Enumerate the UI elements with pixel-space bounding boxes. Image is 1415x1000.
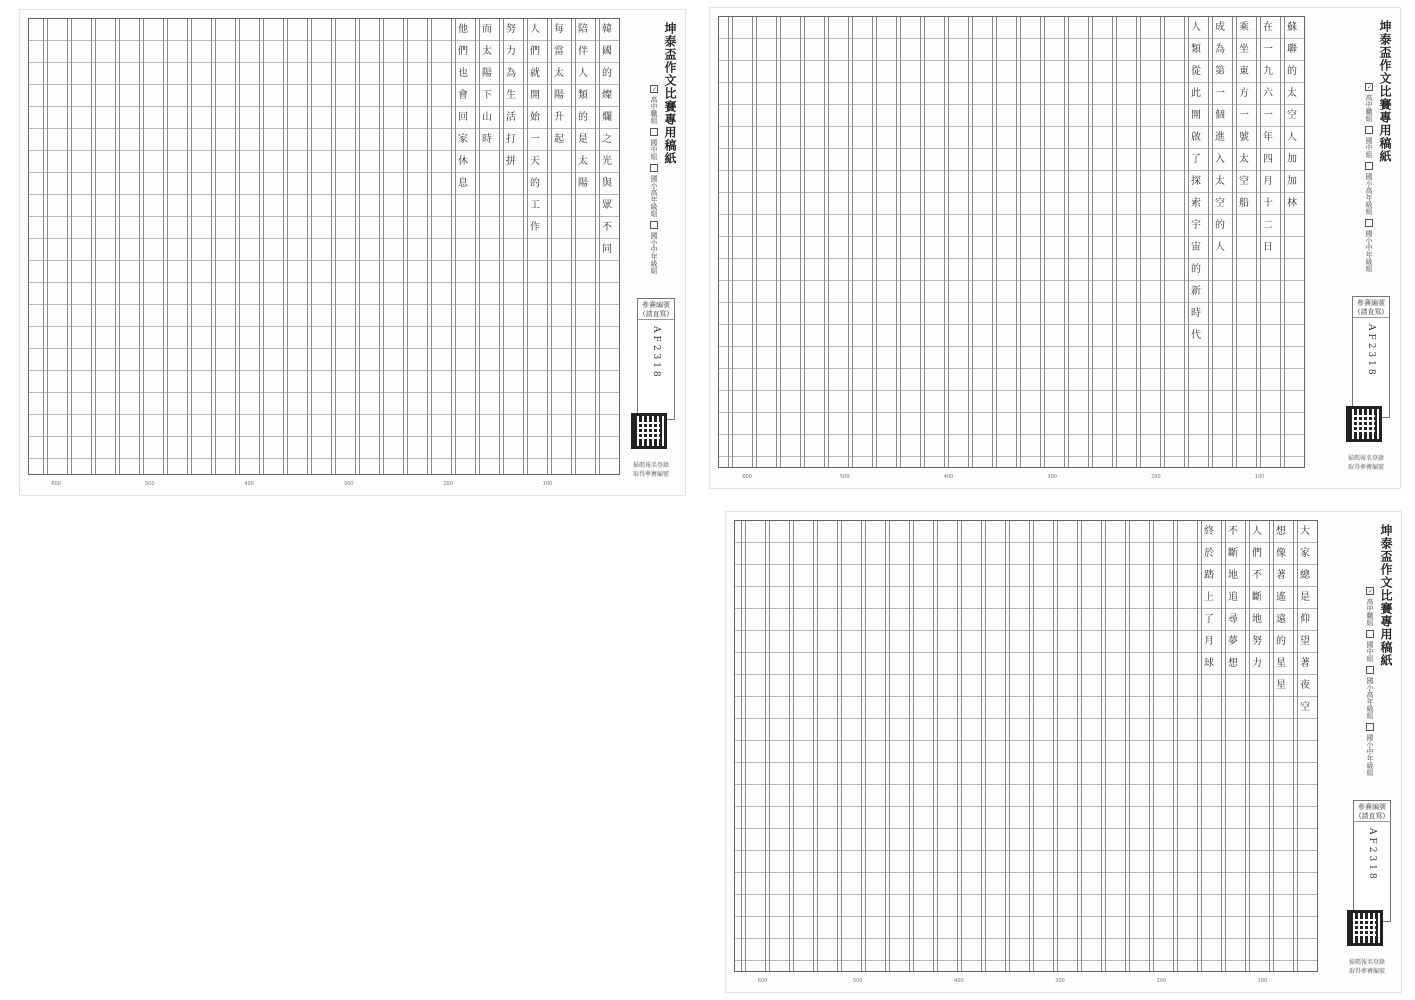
handwritten-char: 夜 <box>1300 680 1310 691</box>
contest-title: 坤泰盃作文比賽專用稿紙 <box>1379 524 1393 667</box>
handwritten-char: 星 <box>1276 680 1286 691</box>
handwritten-char: 伴 <box>578 46 588 57</box>
handwritten-char: 韓 <box>602 24 612 35</box>
handwritten-char: 力 <box>1252 658 1262 669</box>
group-option[interactable]: 國小高年級組 <box>1364 162 1374 215</box>
handwritten-char: 們 <box>530 46 540 57</box>
handwritten-char: 升 <box>554 112 564 123</box>
column-text <box>1295 521 1315 719</box>
handwritten-char: 山 <box>482 112 492 123</box>
checkbox-icon[interactable] <box>1366 723 1374 731</box>
checkbox-icon[interactable] <box>650 221 658 229</box>
text-column <box>573 19 593 195</box>
handwritten-char: 成 <box>1215 22 1225 33</box>
column-text <box>501 19 521 173</box>
writing-grid <box>718 16 1305 468</box>
handwritten-char: 太 <box>578 156 588 167</box>
handwritten-char: 開 <box>1191 110 1201 121</box>
handwritten-char: 人 <box>578 68 588 79</box>
handwritten-char: 回 <box>458 112 468 123</box>
handwritten-char: 起 <box>554 134 564 145</box>
group-list <box>1364 22 1374 272</box>
handwritten-char: 一 <box>1263 110 1273 121</box>
handwritten-char: 的 <box>1287 66 1297 77</box>
handwritten-char: 東 <box>1239 66 1249 77</box>
handwritten-char: 為 <box>1215 44 1225 55</box>
handwritten-char: 二 <box>1263 220 1273 231</box>
handwritten-char: 拼 <box>506 156 516 167</box>
column-text <box>525 19 545 239</box>
group-option[interactable]: 國中組 <box>649 128 659 160</box>
handwritten-char: 坐 <box>1239 44 1249 55</box>
handwritten-char: 空 <box>1215 198 1225 209</box>
handwritten-char: 方 <box>1239 88 1249 99</box>
handwritten-char: 六 <box>1263 88 1273 99</box>
handwritten-char: 人 <box>530 24 540 35</box>
handwritten-char: 想 <box>1276 526 1286 537</box>
handwritten-char: 第 <box>1215 66 1225 77</box>
handwritten-char: 努 <box>506 24 516 35</box>
handwritten-char: 為 <box>506 68 516 79</box>
qr-caption: 掃碼報名登錄 取得參賽編號 <box>1348 959 1385 975</box>
handwritten-char: 時 <box>1191 308 1201 319</box>
handwritten-char: 也 <box>458 68 468 79</box>
checkbox-checked-icon[interactable]: ✓ <box>1366 84 1373 91</box>
text-column <box>597 19 617 261</box>
column-text <box>1223 521 1243 675</box>
handwritten-char: 與 <box>602 178 612 189</box>
handwritten-char: 宇 <box>1191 220 1201 231</box>
text-column <box>1282 17 1302 215</box>
checkbox-icon[interactable] <box>1365 162 1373 170</box>
handwritten-char: 時 <box>482 134 492 145</box>
entry-number: AF2318 <box>1366 324 1376 378</box>
qr-code-icon[interactable] <box>631 413 667 449</box>
handwritten-char: 不 <box>602 222 612 233</box>
writing-grid <box>28 18 620 475</box>
handwritten-char: 像 <box>1276 548 1286 559</box>
handwritten-char: 而 <box>482 24 492 35</box>
entry-label: 參賽編號 (請直寫) <box>1353 297 1389 318</box>
handwritten-char: 宙 <box>1191 242 1201 253</box>
handwritten-char: 著 <box>1300 658 1310 669</box>
handwritten-char: 陽 <box>578 178 588 189</box>
handwritten-char: 當 <box>554 46 564 57</box>
handwritten-char: 加 <box>1287 154 1297 165</box>
manuscript-sheet-3 <box>726 512 1401 992</box>
handwritten-char: 總 <box>1300 570 1310 581</box>
column-scale: 600 500 400 300 200 100 <box>757 978 1268 984</box>
column-text <box>597 19 617 261</box>
handwritten-char: 遙 <box>1276 592 1286 603</box>
handwritten-char: 會 <box>458 90 468 101</box>
handwritten-char: 斷 <box>1252 592 1262 603</box>
group-option[interactable]: 國中組 <box>1364 126 1374 158</box>
handwritten-char: 力 <box>506 46 516 57</box>
checkbox-icon[interactable] <box>650 164 658 172</box>
group-option[interactable]: 國小中年級組 <box>1365 723 1375 776</box>
entry-label: 參賽編號 (請直寫) <box>1354 801 1390 822</box>
text-column <box>501 19 521 173</box>
checkbox-checked-icon[interactable]: ✓ <box>1367 588 1374 595</box>
text-column <box>1247 521 1267 675</box>
handwritten-char: 探 <box>1191 176 1201 187</box>
group-option[interactable]: 國小高年級組 <box>649 164 659 217</box>
handwritten-char: 於 <box>1204 548 1214 559</box>
text-column <box>1258 17 1278 259</box>
handwritten-char: 一 <box>1239 110 1249 121</box>
group-option[interactable]: ✓ 高中職組 <box>1366 588 1374 626</box>
handwritten-char: 陽 <box>482 68 492 79</box>
group-option[interactable]: 國小中年級組 <box>649 221 659 274</box>
handwritten-char: 人 <box>1252 526 1262 537</box>
group-list <box>649 24 659 274</box>
checkbox-icon[interactable] <box>1366 666 1374 674</box>
handwritten-char: 遠 <box>1276 614 1286 625</box>
contest-title: 坤泰盃作文比賽專用稿紙 <box>663 22 677 165</box>
handwritten-char: 是 <box>578 134 588 145</box>
handwritten-char: 月 <box>1204 636 1214 647</box>
handwritten-char: 新 <box>1191 286 1201 297</box>
handwritten-char: 活 <box>506 112 516 123</box>
handwritten-char: 日 <box>1263 242 1273 253</box>
handwritten-char: 終 <box>1204 526 1214 537</box>
handwritten-char: 類 <box>1191 44 1201 55</box>
column-scale: 600 500 400 300 200 100 <box>51 481 553 487</box>
checkbox-icon[interactable] <box>1365 126 1373 134</box>
handwritten-char: 陽 <box>554 90 564 101</box>
text-column <box>525 19 545 239</box>
handwritten-char: 大 <box>1300 526 1310 537</box>
handwritten-char: 追 <box>1228 592 1238 603</box>
handwritten-char: 地 <box>1228 570 1238 581</box>
handwritten-char: 上 <box>1204 592 1214 603</box>
checkbox-icon[interactable] <box>1366 630 1374 638</box>
handwritten-char: 努 <box>1252 636 1262 647</box>
handwritten-char: 作 <box>530 222 540 233</box>
entry-number-box <box>1353 800 1391 922</box>
handwritten-char: 不 <box>1252 570 1262 581</box>
handwritten-char: 人 <box>1215 242 1225 253</box>
handwritten-char: 年 <box>1263 132 1273 143</box>
column-text <box>453 19 473 195</box>
form-sidebar <box>1339 520 1397 982</box>
handwritten-char: 空 <box>1239 176 1249 187</box>
handwritten-char: 的 <box>602 68 612 79</box>
handwritten-char: 太 <box>554 68 564 79</box>
handwritten-char: 一 <box>1263 44 1273 55</box>
entry-number: AF2318 <box>651 326 661 380</box>
handwritten-char: 了 <box>1204 614 1214 625</box>
handwritten-char: 就 <box>530 68 540 79</box>
qr-caption: 掃碼報名登錄 取得參賽編號 <box>632 462 669 478</box>
column-scale: 600 500 400 300 200 100 <box>742 474 1265 480</box>
handwritten-char: 家 <box>458 134 468 145</box>
column-text <box>1210 17 1230 259</box>
handwritten-char: 船 <box>1239 198 1249 209</box>
handwritten-char: 生 <box>506 90 516 101</box>
column-text <box>1199 521 1219 675</box>
column-text <box>1258 17 1278 259</box>
group-option[interactable]: ✓ 高中職組 <box>1365 84 1373 122</box>
handwritten-char: 四 <box>1263 154 1273 165</box>
group-option[interactable]: 國中組 <box>1365 630 1375 662</box>
handwritten-char: 休 <box>458 156 468 167</box>
column-text <box>1271 521 1291 697</box>
handwritten-char: 太 <box>1215 176 1225 187</box>
handwritten-char: 工 <box>530 200 540 211</box>
handwritten-char: 是 <box>1300 592 1310 603</box>
entry-number-box <box>637 298 675 420</box>
handwritten-char: 踏 <box>1204 570 1214 581</box>
handwritten-char: 啟 <box>1191 132 1201 143</box>
handwritten-char: 在 <box>1263 22 1273 33</box>
handwritten-char: 夢 <box>1228 636 1238 647</box>
handwritten-char: 開 <box>530 90 540 101</box>
handwritten-char: 始 <box>530 112 540 123</box>
handwritten-char: 之 <box>602 134 612 145</box>
column-text <box>573 19 593 195</box>
form-sidebar <box>623 18 681 485</box>
handwritten-char: 息 <box>458 178 468 189</box>
contest-title: 坤泰盃作文比賽專用稿紙 <box>1378 20 1392 163</box>
handwritten-char: 下 <box>482 90 492 101</box>
qr-caption: 掃碼報名登錄 取得參賽編號 <box>1347 455 1384 471</box>
handwritten-char: 進 <box>1215 132 1225 143</box>
text-column <box>1210 17 1230 259</box>
group-option[interactable]: 國小中年級組 <box>1364 219 1374 272</box>
text-column <box>549 19 569 151</box>
handwritten-char: 國 <box>602 46 612 57</box>
handwritten-char: 的 <box>530 178 540 189</box>
entry-number: AF2318 <box>1367 828 1377 882</box>
handwritten-char: 不 <box>1228 526 1238 537</box>
handwritten-char: 們 <box>1252 548 1262 559</box>
handwritten-char: 尋 <box>1228 614 1238 625</box>
form-sidebar <box>1338 16 1396 478</box>
column-text <box>1282 17 1302 215</box>
handwritten-char: 同 <box>602 244 612 255</box>
handwritten-char: 的 <box>1191 264 1201 275</box>
handwritten-char: 星 <box>1276 658 1286 669</box>
handwritten-char: 十 <box>1263 198 1273 209</box>
entry-label: 參賽編號 (請直寫) <box>638 299 674 320</box>
handwritten-char: 著 <box>1276 570 1286 581</box>
group-option[interactable]: ✓ 高中職組 <box>650 86 658 124</box>
handwritten-char: 索 <box>1191 198 1201 209</box>
handwritten-char: 爛 <box>602 112 612 123</box>
handwritten-char: 太 <box>1287 88 1297 99</box>
handwritten-char: 家 <box>1300 548 1310 559</box>
handwritten-char: 球 <box>1204 658 1214 669</box>
handwritten-char: 仰 <box>1300 614 1310 625</box>
group-list <box>1365 526 1375 776</box>
handwritten-char: 林 <box>1287 198 1297 209</box>
handwritten-char: 斷 <box>1228 548 1238 559</box>
text-column <box>1223 521 1243 675</box>
handwritten-char: 們 <box>458 46 468 57</box>
handwritten-char: 個 <box>1215 110 1225 121</box>
handwritten-char: 陪 <box>578 24 588 35</box>
column-text <box>1234 17 1254 215</box>
handwritten-char: 人 <box>1191 22 1201 33</box>
group-option[interactable]: 國小高年級組 <box>1365 666 1375 719</box>
checkbox-icon[interactable] <box>650 128 658 136</box>
handwritten-char: 的 <box>1215 220 1225 231</box>
manuscript-sheet-1 <box>20 10 685 495</box>
text-column <box>1295 521 1315 719</box>
handwritten-char: 每 <box>554 24 564 35</box>
handwritten-char: 眾 <box>602 200 612 211</box>
text-column <box>1199 521 1219 675</box>
handwritten-char: 空 <box>1300 702 1310 713</box>
handwritten-char: 入 <box>1215 154 1225 165</box>
handwritten-char: 光 <box>602 156 612 167</box>
handwritten-char: 加 <box>1287 176 1297 187</box>
handwritten-char: 打 <box>506 134 516 145</box>
handwritten-char: 地 <box>1252 614 1262 625</box>
text-column <box>1234 17 1254 215</box>
handwritten-char: 類 <box>578 90 588 101</box>
handwritten-char: 一 <box>530 134 540 145</box>
column-text <box>549 19 569 151</box>
handwritten-char: 的 <box>1276 636 1286 647</box>
column-text <box>1186 17 1206 347</box>
checkbox-icon[interactable] <box>1365 219 1373 227</box>
handwritten-char: 人 <box>1287 132 1297 143</box>
handwritten-char: 聯 <box>1287 44 1297 55</box>
text-column <box>453 19 473 195</box>
handwritten-char: 蘇 <box>1287 22 1297 33</box>
handwritten-char: 月 <box>1263 176 1273 187</box>
handwritten-char: 天 <box>530 156 540 167</box>
handwritten-char: 了 <box>1191 154 1201 165</box>
text-column <box>477 19 497 151</box>
handwritten-char: 望 <box>1300 636 1310 647</box>
handwritten-char: 空 <box>1287 110 1297 121</box>
entry-number-box <box>1352 296 1390 418</box>
handwritten-char: 太 <box>1239 154 1249 165</box>
handwritten-char: 代 <box>1191 330 1201 341</box>
text-column <box>1186 17 1206 347</box>
handwritten-char: 九 <box>1263 66 1273 77</box>
handwritten-char: 從 <box>1191 66 1201 77</box>
handwritten-char: 一 <box>1215 88 1225 99</box>
qr-code-icon[interactable] <box>1347 910 1383 946</box>
column-text <box>1247 521 1267 675</box>
qr-code-icon[interactable] <box>1346 406 1382 442</box>
text-column <box>1271 521 1291 697</box>
handwritten-char: 太 <box>482 46 492 57</box>
checkbox-checked-icon[interactable]: ✓ <box>651 86 658 93</box>
handwritten-char: 他 <box>458 24 468 35</box>
handwritten-char: 燦 <box>602 90 612 101</box>
handwritten-char: 想 <box>1228 658 1238 669</box>
handwritten-char: 的 <box>578 112 588 123</box>
writing-grid <box>734 520 1318 972</box>
handwritten-char: 乘 <box>1239 22 1249 33</box>
manuscript-sheet-2 <box>710 8 1400 488</box>
handwritten-char: 號 <box>1239 132 1249 143</box>
column-text <box>477 19 497 151</box>
handwritten-char: 此 <box>1191 88 1201 99</box>
